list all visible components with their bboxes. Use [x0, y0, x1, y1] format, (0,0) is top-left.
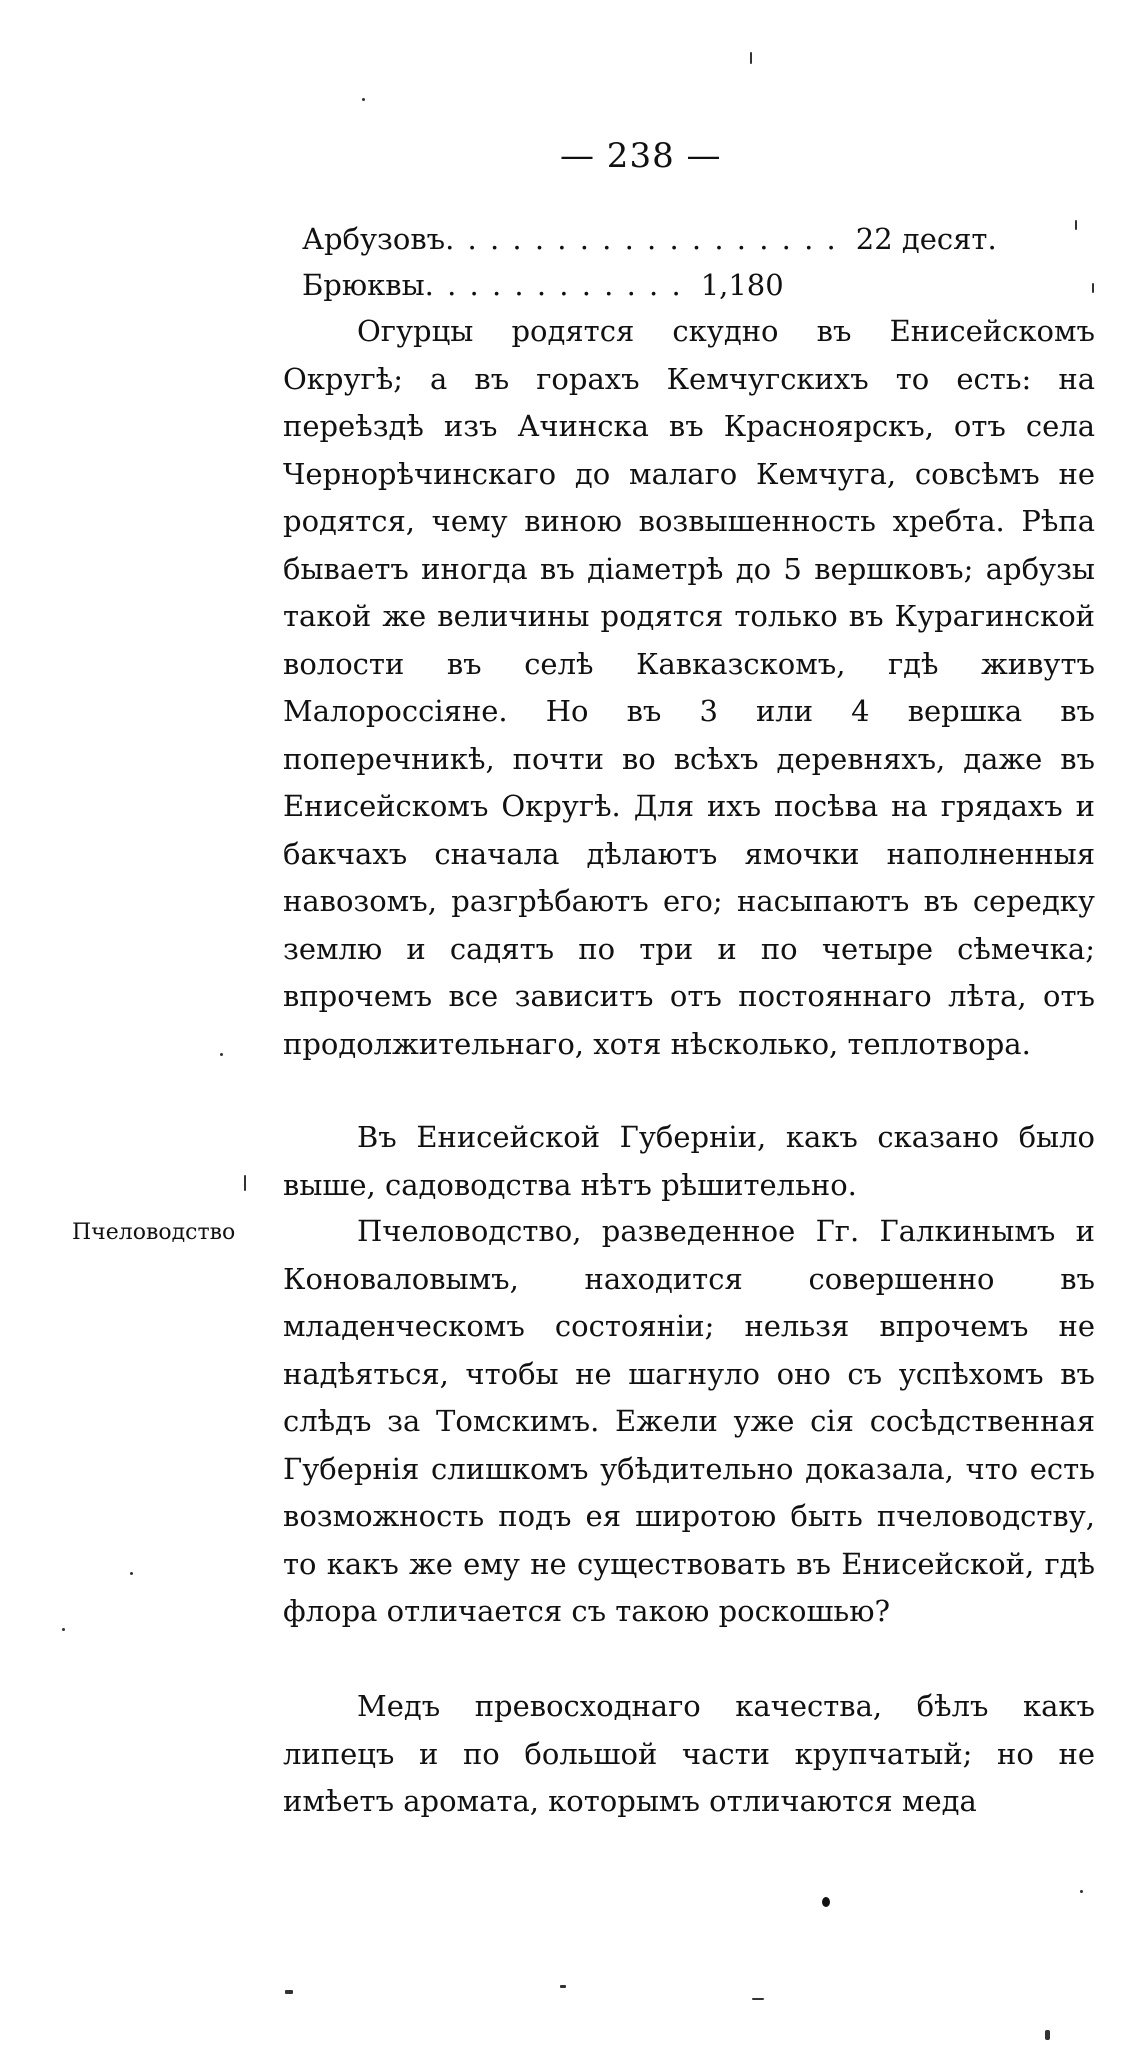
scan-speck [1080, 1890, 1083, 1893]
scan-speck [130, 1572, 133, 1575]
leader-dots: . . . . . . . . . . . . . . . . . . [445, 222, 838, 256]
margin-note-beekeeping: Пчеловодство [72, 1220, 236, 1245]
scan-speck [750, 52, 752, 64]
list-label: Брюквы [302, 268, 425, 302]
list-label: Арбузовъ [302, 222, 446, 256]
scan-speck [560, 1985, 566, 1988]
scan-speck [244, 1175, 246, 1191]
list-row-watermelons [302, 222, 997, 256]
scan-speck [752, 1998, 764, 2000]
page-number: — 238 — [560, 136, 722, 176]
scan-speck [62, 1628, 65, 1631]
scan-speck [1075, 220, 1077, 230]
list-value: 1,180 [700, 268, 784, 302]
paragraph-honey: Медъ превосходнаго качества, бѣлъ какъ липецъ и по большой части крупчатый; но не имѣетъ аромата, которымъ отличаются меда [283, 1689, 1095, 1818]
scan-speck [1045, 2030, 1050, 2040]
scan-speck [1092, 283, 1094, 293]
scan-speck [822, 1897, 830, 1907]
paragraph-beekeeping: Пчеловодство, разведенное Гг. Галкинымъ и Коноваловымъ, находится совершенно въ младенческомъ состояніи; нельзя впрочемъ не надѣяться, чтобы не шагнуло оно съ успѣхомъ въ слѣдъ за Томскимъ. Ежели уже сія сосѣдственная Губернія слишкомъ убѣдительно доказала, что есть возможность подъ ея широтою быть пчеловодству, то какъ же ему не существовать въ Енисейской, гдѣ флора отличается съ такою роскошью? [283, 1214, 1095, 1628]
scan-speck [285, 1990, 293, 1994]
scan-speck [362, 98, 365, 101]
leader-dots: . . . . . . . . . . . . [424, 268, 683, 302]
list-row-rutabaga [302, 268, 784, 302]
scan-speck [220, 1053, 223, 1056]
paragraph-gardening: Въ Енисейской Губерніи, какъ сказано было выше, садоводства нѣтъ рѣшительно. [283, 1120, 1095, 1202]
list-value: 22 десят. [855, 222, 997, 256]
paragraph-cucumbers: Огурцы родятся скудно въ Енисейскомъ Округѣ; а въ горахъ Кемчугскихъ то есть: на переѣздѣ изъ Ачинска въ Красноярскъ, отъ села Чернорѣчинскаго до малаго Кемчуга, совсѣмъ не родятся, чему виною возвышенность хребта. Рѣпа бываетъ иногда въ діаметрѣ до 5 вершковъ; арбузы такой же величины родятся только въ Курагинской волости въ селѣ Кавказскомъ, гдѣ живутъ Малороссіяне. Но въ 3 или 4 вершка въ поперечникѣ, почти во всѣхъ деревняхъ, даже въ Енисейскомъ Округѣ. Для ихъ посѣва на грядахъ и бакчахъ сначала дѣлаютъ ямочки наполненныя навозомъ, разгрѣбаютъ его; насыпаютъ въ середку землю и садятъ по три и по четыре сѣмечка; впрочемъ все зависитъ отъ постояннаго лѣта, отъ продолжительнаго, хотя нѣсколько, теплотвора. [283, 314, 1095, 1061]
